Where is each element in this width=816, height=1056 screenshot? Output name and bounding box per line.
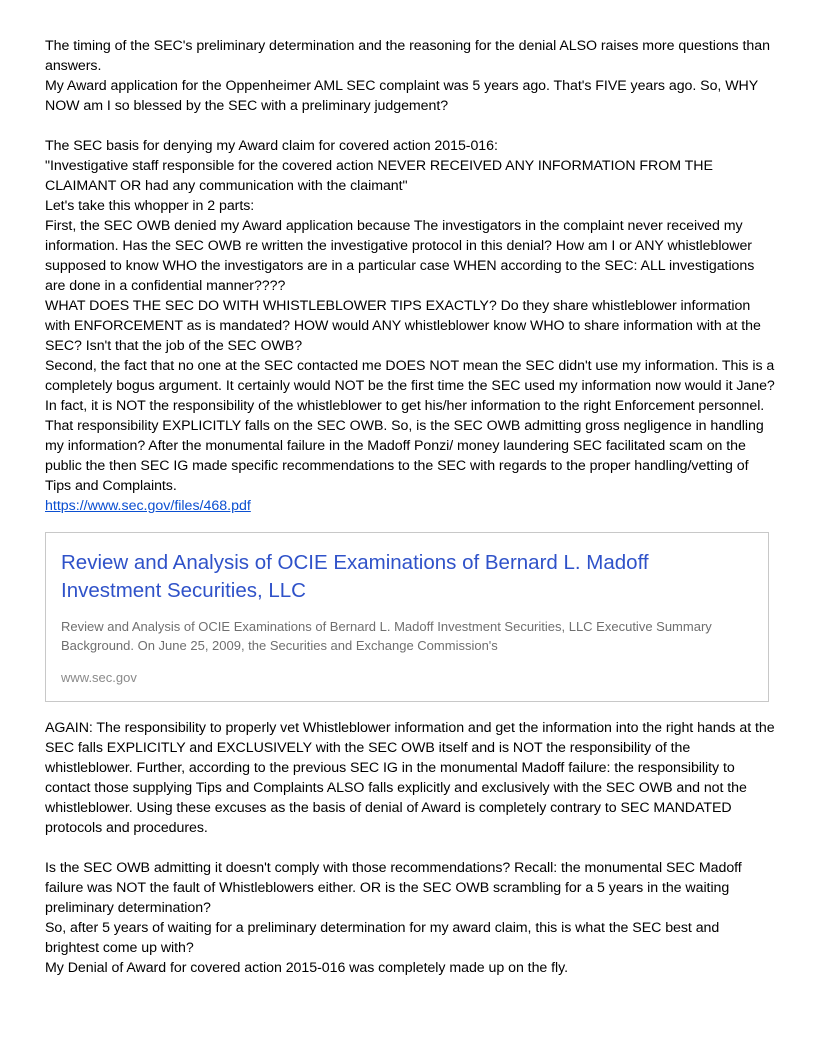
paragraph-award-application: My Award application for the Oppenheimer AML SEC complaint was 5 years ago. That's FIVE years ago. So, WHY NOW am I so blessed by the SEC with a preliminary judgement? [45,78,758,114]
paragraph-in-fact: In fact, it is NOT the responsibility of the whistleblower to get his/her information to the right Enforcement personnel. That responsibility EXPLICITLY falls on the SEC OWB. So, is the SEC OWB admitting gross negligence in handling my information? After the monumental failure in the Madoff Ponzi/ money laundering SEC facilitated scam on the public the then SEC IG made specific recommendations to the SEC with regards to the proper handling/vetting of Tips and Complaints. [45,398,765,494]
paragraph-tips-question: WHAT DOES THE SEC DO WITH WHISTLEBLOWER TIPS EXACTLY? Do they share whistleblower information with ENFORCEMENT as is mandated? HOW would ANY whistleblower know WHO to share information with at the SEC? Isn't that the job of the SEC OWB? [45,298,761,354]
link-preview-card[interactable] [45,532,769,702]
top-text-block [45,36,775,496]
blank-line [45,116,775,136]
document-body [45,36,775,978]
blank-line [45,838,775,858]
paragraph-recommendations: Is the SEC OWB admitting it doesn't comply with those recommendations? Recall: the monumental SEC Madoff failure was NOT the fault of Whistleblowers either. OR is the SEC OWB scrambling for a 5 years in the waiting preliminary determination? [45,860,742,916]
link-preview-description: Review and Analysis of OCIE Examinations of Bernard L. Madoff Investment Securities, LLC Executive Summary Background. On June 25, 2009, the Securities and Exchange Commission's [61,619,712,653]
link-preview-domain: www.sec.gov [61,670,137,685]
paragraph-timing: The timing of the SEC's preliminary determination and the reasoning for the denial ALSO raises more questions than answers. [45,38,770,74]
paragraph-five-years: So, after 5 years of waiting for a preliminary determination for my award claim, this is what the SEC best and brightest come up with? [45,920,720,956]
paragraph-conclusion: My Denial of Award for covered action 2015-016 was completely made up on the fly. [45,960,569,976]
paragraph-basis-heading: The SEC basis for denying my Award claim for covered action 2015-016: [45,138,498,154]
paragraph-again: AGAIN: The responsibility to properly vet Whistleblower information and get the information into the right hands at the SEC falls EXPLICITLY and EXCLUSIVELY with the SEC OWB itself and is NOT the responsibility of the whistleblower. Further, according to the previous SEC IG in the monumental Madoff failure: the responsibility to contact those supplying Tips and Complaints ALSO falls explicitly and exclusively with the SEC OWB and not the whistleblower. Using these excuses as the basis of denial of Award is completely contrary to SEC MANDATED protocols and procedures. [45,720,775,836]
paragraph-first: First, the SEC OWB denied my Award application because The investigators in the complaint never received my information. Has the SEC OWB re written the investigative protocol in this denial? How am I or ANY whistleblower supposed to know WHO the investigators are in a particular case WHEN according to the SEC: ALL investigations are done in a confidential manner???? [45,218,755,294]
link-preview-title[interactable]: Review and Analysis of OCIE Examinations of Bernard L. Madoff Investment Securities, LLC [61,551,649,602]
paragraph-quote: "Investigative staff responsible for the covered action NEVER RECEIVED ANY INFORMATION FROM THE CLAIMANT OR had any communication with the claimant" [45,158,713,194]
sec-pdf-link[interactable]: https://www.sec.gov/files/468.pdf [45,498,251,514]
bottom-text-block [45,718,775,978]
paragraph-two-parts: Let's take this whopper in 2 parts: [45,198,255,214]
paragraph-second: Second, the fact that no one at the SEC contacted me DOES NOT mean the SEC didn't use my information. This is a completely bogus argument. It certainly would NOT be the first time the SEC used my information now would it Jane? [45,358,775,394]
